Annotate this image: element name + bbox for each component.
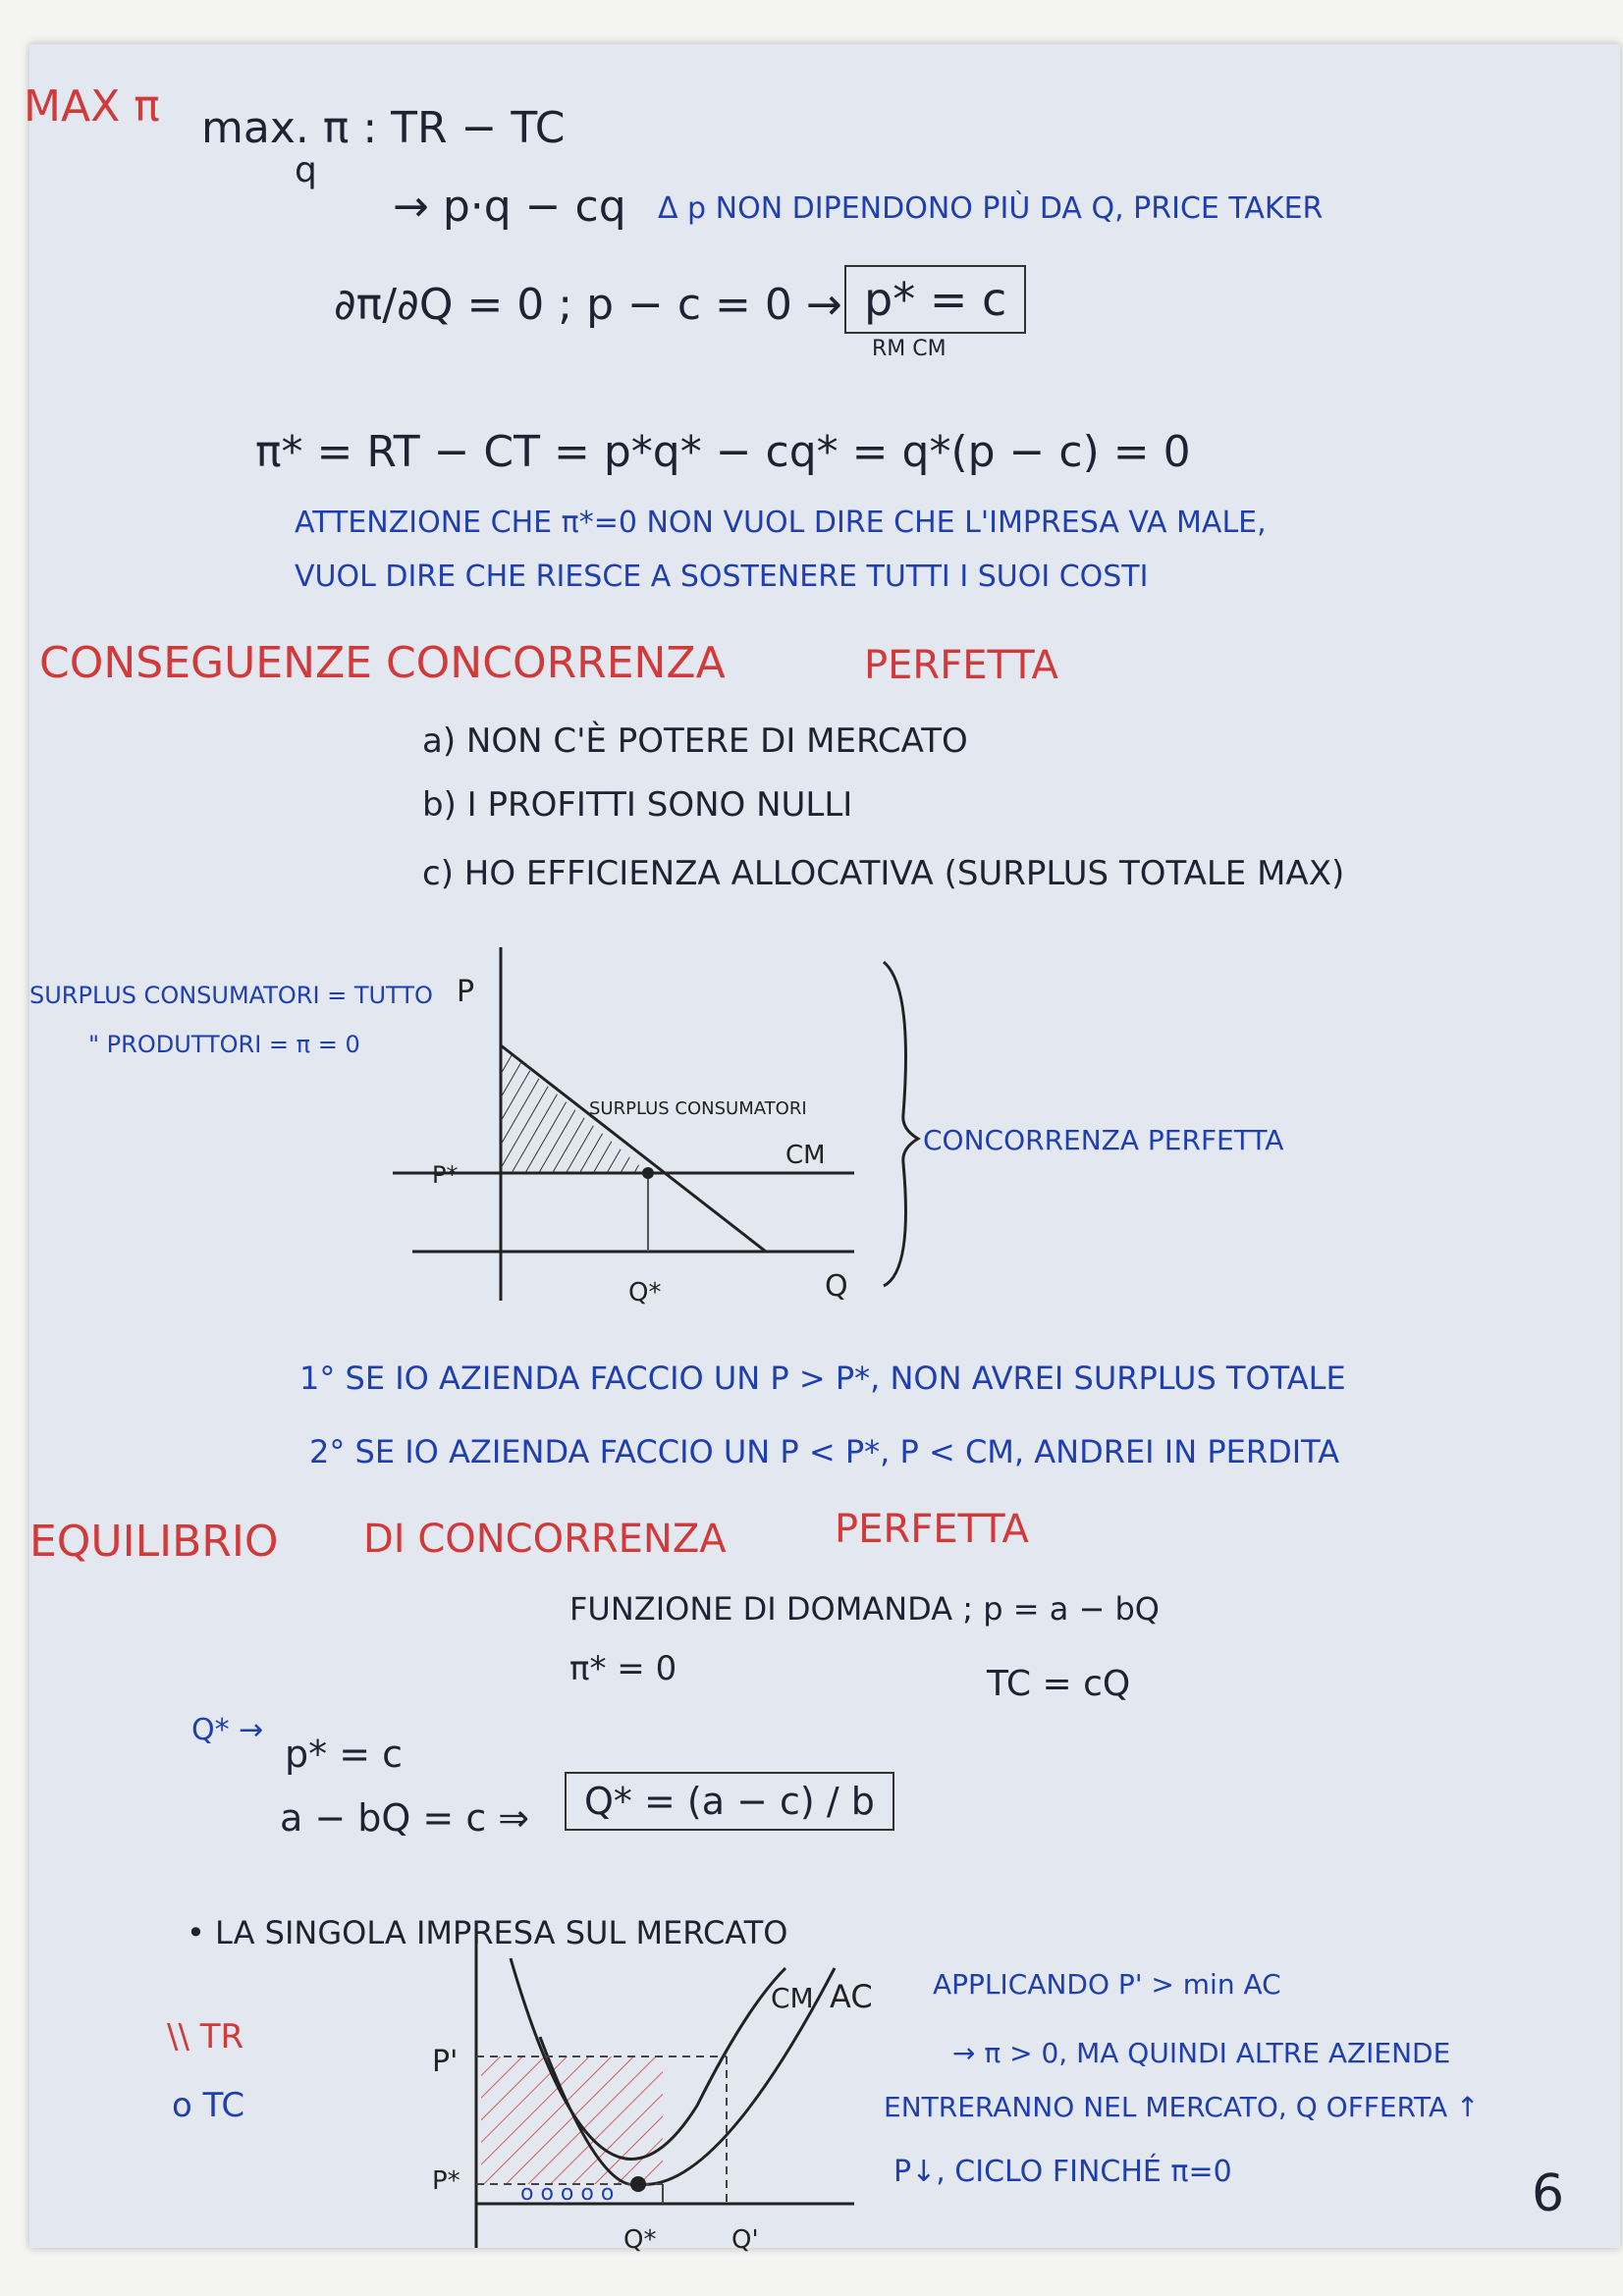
point-2: 2° SE IO AZIENDA FACCIO UN P < P*, P < CM, ANDREI IN PERDITA xyxy=(309,1433,1340,1470)
q-star-label: Q* xyxy=(623,2225,657,2255)
surplus-producers-note: " PRODUTTORI = π = 0 xyxy=(88,1031,360,1058)
q-prime-label: Q' xyxy=(731,2225,759,2255)
equilibrium-equation: a − bQ = c ⇒ xyxy=(280,1796,530,1840)
section-title-equilibrio: EQUILIBRIO xyxy=(29,1517,279,1567)
section-title-perfetta-2: PERFETTA xyxy=(835,1507,1029,1552)
equilibrium-point xyxy=(642,1167,654,1179)
total-cost: TC = cQ xyxy=(987,1664,1131,1704)
foc-result-box: p* = c xyxy=(844,265,1026,334)
cm-label: CM xyxy=(771,1982,814,2014)
section-title-perfetta: PERFETTA xyxy=(864,643,1058,688)
p-star-label: P* xyxy=(432,2166,460,2196)
max-subscript: q xyxy=(295,150,317,190)
pi-zero: π* = 0 xyxy=(569,1649,677,1688)
p-star-equals-c: p* = c xyxy=(285,1733,404,1776)
single-firm-heading: • LA SINGOLA IMPRESA SUL MERCATO xyxy=(187,1914,788,1951)
note-line-1: ATTENZIONE CHE π*=0 NON VUOL DIRE CHE L'IMPRESA VA MALE, xyxy=(295,506,1267,540)
consequence-b: b) I PROFITTI SONO NULLI xyxy=(422,785,853,825)
tc-marks: o o o o o xyxy=(520,2181,615,2206)
surplus-consumers-note: SURPLUS CONSUMATORI = TUTTO xyxy=(29,982,433,1009)
apply-line-2: → π > 0, MA QUINDI ALTRE AZIENDE xyxy=(952,2037,1451,2069)
apply-line-3: ENTRERANNO NEL MERCATO, Q OFFERTA ↑ xyxy=(884,2091,1480,2123)
q-axis-label: Q xyxy=(825,1269,848,1304)
q-star-arrow: Q* → xyxy=(191,1713,264,1747)
consequence-a: a) NON C'È POTERE DI MERCATO xyxy=(422,721,968,761)
legend-tr: \\ TR xyxy=(167,2017,244,2056)
section-title-concorrenza: DI CONCORRENZA xyxy=(363,1517,727,1562)
consequence-c: c) HO EFFICIENZA ALLOCATIVA (SURPLUS TOTALE MAX) xyxy=(422,854,1345,893)
apply-line-4: P↓, CICLO FINCHÉ π=0 xyxy=(893,2155,1232,2189)
section-title-conseguenze: CONSEGUENZE CONCORRENZA xyxy=(39,638,726,688)
notebook-page xyxy=(24,44,1620,2255)
max-profit-formula: max. π : TR − TC xyxy=(201,103,566,153)
surplus-label: SURPLUS CONSUMATORI xyxy=(589,1098,807,1119)
revenue-cost-expression: → p·q − cq xyxy=(393,182,626,232)
note-line-2: VUOL DIRE CHE RIESCE A SOSTENERE TUTTI I SUOI COSTI xyxy=(295,560,1149,594)
p-prime-label: P' xyxy=(432,2045,459,2079)
ac-label: AC xyxy=(830,1978,873,2015)
q-star-result-box: Q* = (a − c) / b xyxy=(565,1772,894,1831)
single-firm-chart xyxy=(403,1909,952,2263)
point-1: 1° SE IO AZIENDA FACCIO UN P > P*, NON AVREI SURPLUS TOTALE xyxy=(299,1360,1346,1397)
foc-result-labels: RM CM xyxy=(872,337,947,361)
legend-tc: o TC xyxy=(172,2086,245,2125)
header-max-pi: MAX π xyxy=(24,81,160,132)
first-order-condition: ∂π/∂Q = 0 ; p − c = 0 → xyxy=(334,280,842,330)
p-axis-label: P xyxy=(457,975,475,1009)
price-taker-note: Δ p NON DIPENDONO PIÙ DA Q, PRICE TAKER xyxy=(658,191,1324,226)
cm-label: CM xyxy=(785,1141,826,1170)
apply-line-1: APPLICANDO P' > min AC xyxy=(933,1968,1281,2001)
brace-label: CONCORRENZA PERFETTA xyxy=(923,1124,1284,1156)
profit-area xyxy=(481,2056,663,2184)
perfect-competition-chart xyxy=(353,928,864,1320)
page-number: 6 xyxy=(1532,2164,1565,2223)
q-star-label: Q* xyxy=(628,1278,662,1308)
min-ac-point xyxy=(630,2176,646,2192)
demand-function: FUNZIONE DI DOMANDA ; p = a − bQ xyxy=(569,1590,1160,1628)
profit-equation: π* = RT − CT = p*q* − cq* = q*(p − c) = 0 xyxy=(255,427,1191,477)
p-star-label: P* xyxy=(432,1161,459,1189)
